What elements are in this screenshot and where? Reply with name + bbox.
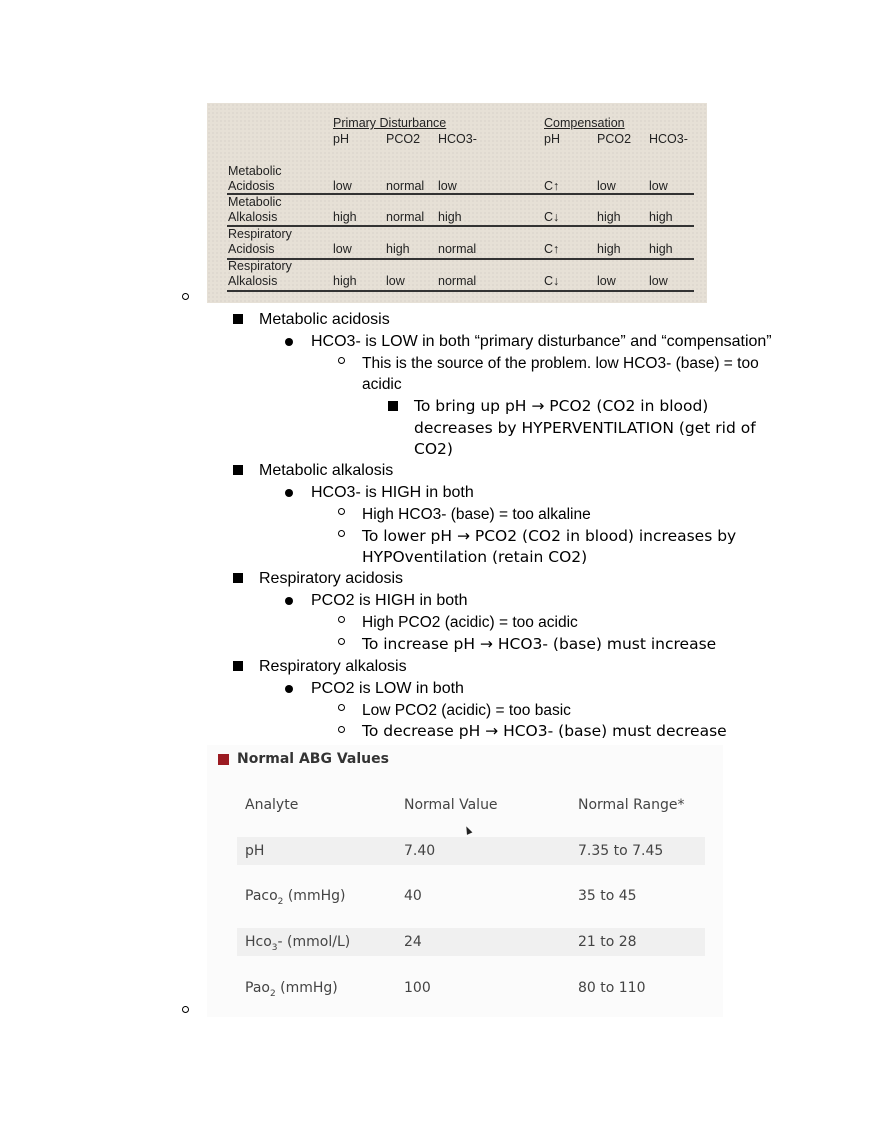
col-header: pH — [333, 132, 349, 146]
col-header: HCO3- — [438, 132, 477, 146]
row-label: Respiratory — [228, 227, 292, 241]
metabolic-acidosis-heading: Metabolic acidosis — [259, 311, 390, 328]
table-cell: low — [597, 179, 616, 193]
list-item: To bring up pH → PCO2 (CO2 in blood) — [414, 397, 709, 415]
list-item: Low PCO2 (acidic) = too basic — [362, 702, 571, 719]
table-cell: normal — [386, 210, 425, 224]
open-bullet — [338, 357, 345, 364]
list-item: To increase pH → HCO3- (base) must increase — [362, 635, 717, 653]
row-label: Alkalosis — [228, 210, 278, 224]
row-label: Metabolic — [228, 195, 282, 209]
table-cell: low — [333, 179, 352, 193]
abg-values-image — [207, 745, 723, 1017]
open-bullet — [338, 726, 345, 733]
square-bullet — [233, 573, 243, 583]
row-label: Acidosis — [228, 242, 275, 256]
list-item: High PCO2 (acidic) = too acidic — [362, 614, 578, 631]
open-bullet — [338, 508, 345, 515]
col-header: Normal Range* — [578, 797, 685, 813]
primary-disturbance-header: Primary Disturbance — [333, 116, 447, 130]
col-header: HCO3- — [649, 132, 688, 146]
row-label: Respiratory — [228, 259, 292, 273]
table-cell: high — [386, 242, 410, 256]
metabolic-alkalosis-heading: Metabolic alkalosis — [259, 462, 394, 479]
dot-bullet — [285, 489, 293, 497]
open-bullet — [338, 638, 345, 645]
range-cell: 35 to 45 — [578, 888, 637, 904]
list-item: To decrease pH → HCO3- (base) must decrease — [362, 722, 727, 740]
abg-title: Normal ABG Values — [237, 751, 389, 767]
table-cell: C↓ — [544, 210, 560, 224]
list-bullet-open — [182, 1006, 189, 1013]
square-bullet — [233, 661, 243, 671]
square-bullet — [388, 401, 398, 411]
col-header: Normal Value — [404, 797, 498, 813]
square-bullet — [233, 314, 243, 324]
table-cell: high — [649, 242, 673, 256]
table-cell: normal — [386, 179, 425, 193]
table-cell: low — [649, 274, 668, 288]
col-header: Analyte — [245, 797, 299, 813]
range-cell: 80 to 110 — [578, 980, 646, 996]
value-cell: 40 — [404, 888, 422, 904]
list-item: PCO2 is LOW in both — [311, 680, 464, 697]
col-header: PCO2 — [597, 132, 632, 146]
mouse-cursor-icon — [464, 825, 473, 835]
table-cell: low — [386, 274, 405, 288]
row-divider — [227, 193, 694, 195]
range-cell: 21 to 28 — [578, 934, 637, 950]
value-cell: 7.40 — [404, 843, 436, 859]
analyte-cell: Hco$_3$- (mmol/L) — [245, 934, 351, 953]
table-cell: C↑ — [544, 179, 560, 193]
analyte-cell: Paco$_2$ (mmHg) — [245, 888, 346, 907]
analyte-cell: Pao$_2$ (mmHg) — [245, 980, 338, 999]
table-cell: normal — [438, 274, 477, 288]
respiratory-acidosis-heading: Respiratory acidosis — [259, 570, 404, 587]
open-bullet — [338, 530, 345, 537]
table-cell: low — [333, 242, 352, 256]
col-header: PCO2 — [386, 132, 421, 146]
table-cell: low — [597, 274, 616, 288]
range-cell: 7.35 to 7.45 — [578, 843, 664, 859]
list-item: PCO2 is HIGH in both — [311, 592, 468, 609]
table-cell: C↑ — [544, 242, 560, 256]
list-bullet-open — [182, 293, 189, 300]
row-label: Metabolic — [228, 164, 282, 178]
square-bullet — [233, 465, 243, 475]
list-item: acidic — [362, 376, 402, 393]
table-cell: high — [333, 210, 357, 224]
respiratory-alkalosis-heading: Respiratory alkalosis — [259, 658, 407, 675]
list-item: To lower pH → PCO2 (CO2 in blood) increases by — [362, 527, 737, 545]
row-label: Acidosis — [228, 179, 275, 193]
analyte-cell: pH — [245, 843, 265, 859]
row-label: Alkalosis — [228, 274, 278, 288]
dot-bullet — [285, 597, 293, 605]
list-item: HCO3- is LOW in both “primary disturbance” and “compensation” — [311, 333, 772, 350]
dot-bullet — [285, 338, 293, 346]
compensation-header: Compensation — [544, 116, 625, 130]
list-item: This is the source of the problem. low HCO3- (base) = too — [362, 355, 759, 372]
title-marker — [218, 754, 229, 765]
table-cell: high — [333, 274, 357, 288]
open-bullet — [338, 704, 345, 711]
list-item: decreases by HYPERVENTILATION (get rid of — [414, 419, 756, 437]
value-cell: 100 — [404, 980, 431, 996]
table-cell: low — [649, 179, 668, 193]
row-divider — [227, 290, 694, 292]
table-cell: high — [597, 210, 621, 224]
table-cell: high — [597, 242, 621, 256]
list-item: HYPOventilation (retain CO2) — [362, 548, 588, 566]
list-item: CO2) — [414, 440, 453, 458]
row-divider — [227, 258, 694, 260]
table-cell: C↓ — [544, 274, 560, 288]
value-cell: 24 — [404, 934, 422, 950]
table-cell: normal — [438, 242, 477, 256]
acid-base-table-image — [207, 103, 707, 303]
dot-bullet — [285, 685, 293, 693]
table-cell: high — [438, 210, 462, 224]
table-cell: low — [438, 179, 457, 193]
col-header: pH — [544, 132, 560, 146]
list-item: HCO3- is HIGH in both — [311, 484, 474, 501]
table-cell: high — [649, 210, 673, 224]
row-divider — [227, 225, 694, 227]
open-bullet — [338, 616, 345, 623]
list-item: High HCO3- (base) = too alkaline — [362, 506, 591, 523]
